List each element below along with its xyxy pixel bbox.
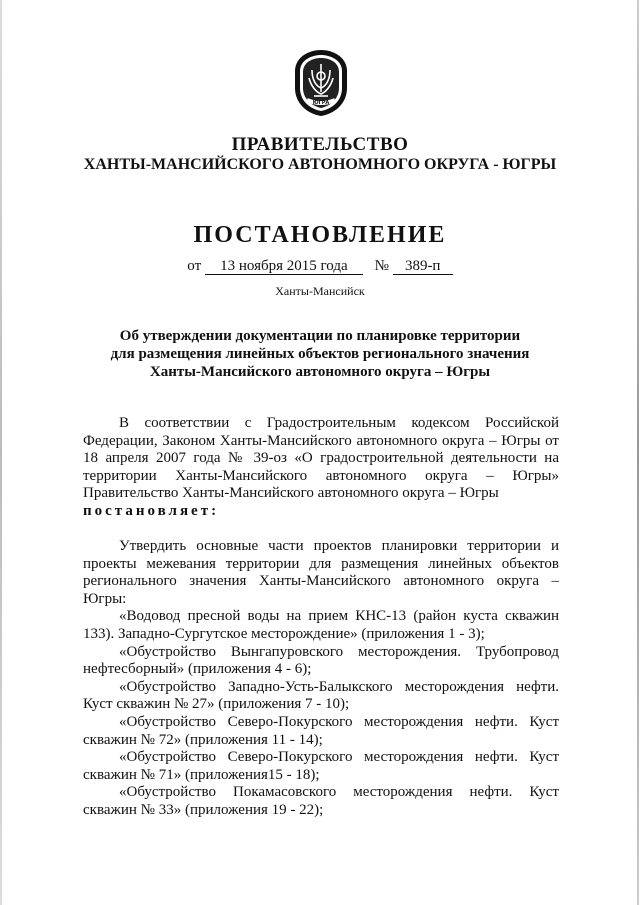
preamble-text: В соответствии с Градостроительным кодексом Российской Федерации, Законом Ханты-Мансийского автономного округа – Югры от 18 апреля 2007 года № 39-оз «О градостроительной деятельности на территории Ханты-Мансийского автономного округа – Югры» Правительство Ханты-Мансийского автономного округа – Югры <box>83 415 559 502</box>
resolves-word: постановляет: <box>83 502 220 519</box>
document-type: ПОСТАНОВЛЕНИЕ <box>193 222 447 248</box>
city: Ханты-Мансийск <box>275 284 365 298</box>
list-item: «Обустройство Покамасовского месторождения нефти. Куст скважин № 33» (приложения 19 - 22); <box>83 784 559 818</box>
list-item: «Обустройство Вынгапуровского месторождения. Трубопровод нефтесборный» (приложения 4 - 6); <box>83 643 559 678</box>
list-item: «Обустройство Северо-Покурского месторождения нефти. Куст скважин № 71» (приложения15 - 18); <box>83 749 559 783</box>
resolution-intro: Утвердить основные части проектов планировки территории и проекты межевания территории для размещения линейных объектов регионального значения Ханты-Мансийского автономного округа – Югры: <box>83 538 559 607</box>
list-item: «Обустройство Западно-Усть-Балыкского месторождения нефти. Куст скважин № 27» (приложения 7 - 10); <box>83 678 559 713</box>
list-item: «Обустройство Северо-Покурского месторождения нефти. Куст скважин № 72» (приложения 11 - 14); <box>83 713 559 748</box>
document-date: 13 ноября 2015 года <box>205 258 363 275</box>
preamble <box>83 415 559 521</box>
subject <box>0 327 640 381</box>
resolution-body <box>83 538 559 820</box>
subject-line: для размещения линейных объектов регионального значения <box>110 346 530 362</box>
region-title: ХАНТЫ-МАНСИЙСКОГО АВТОНОМНОГО ОКРУГА - ЮГРЫ <box>83 156 557 173</box>
subject-line: Об утверждении документации по планировке территории <box>119 328 521 344</box>
document-number: 389-п <box>393 258 453 275</box>
government-title: ПРАВИТЕЛЬСТВО <box>231 134 409 155</box>
list-item: «Водовод пресной воды на прием КНС-13 (район куста скважин 133). Западно-Сургутское месторождение» (приложения 1 - 3); <box>83 608 559 642</box>
svg-text:ЮГРА: ЮГРА <box>312 100 330 106</box>
number-prefix: № <box>374 258 389 274</box>
coat-of-arms-icon <box>292 48 350 118</box>
subject-line: Ханты-Мансийского автономного округа – Югры <box>149 364 491 380</box>
date-prefix: от <box>187 258 202 274</box>
date-number-line <box>0 258 640 275</box>
